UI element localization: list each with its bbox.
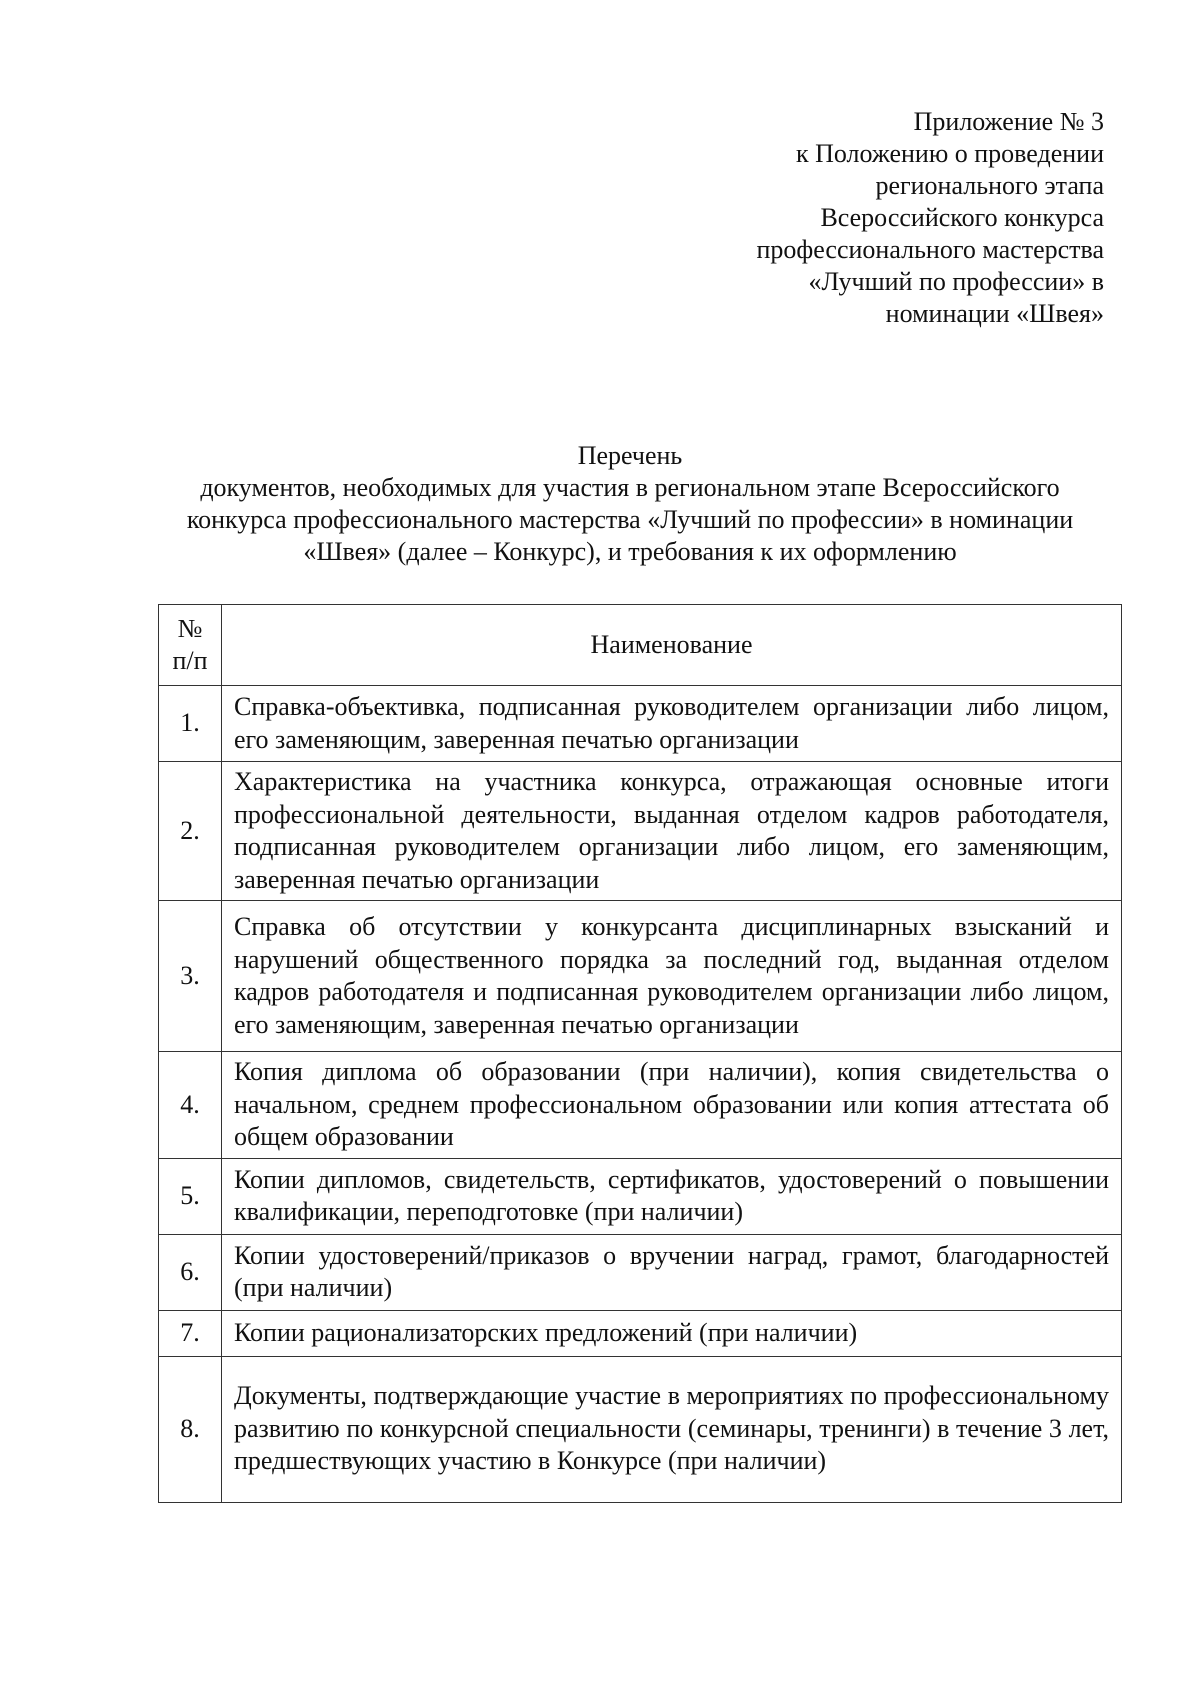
document-title [120, 440, 1140, 568]
row-text: Копии дипломов, свидетельств, сертификатов, удостоверений о повышении квалификации, переподготовке (при наличии) [222, 1158, 1122, 1234]
row-text: Копии рационализаторских предложений (при наличии) [222, 1310, 1122, 1356]
row-number: 5. [159, 1158, 222, 1234]
row-number: 3. [159, 901, 222, 1052]
appendix-line: профессионального мастерства [756, 235, 1104, 264]
table-row [159, 1310, 1122, 1356]
table-row [159, 1234, 1122, 1310]
row-number: 1. [159, 686, 222, 762]
title-line: конкурса профессионального мастерства «Лучший по профессии» в номинации [186, 505, 1074, 534]
table-header-row [159, 605, 1122, 686]
header-name: Наименование [222, 605, 1122, 686]
table-row [159, 901, 1122, 1052]
table-row [159, 762, 1122, 901]
row-number: 2. [159, 762, 222, 901]
appendix-line: регионального этапа [875, 171, 1104, 200]
header-number [159, 605, 222, 686]
appendix-line: к Положению о проведении [795, 139, 1104, 168]
row-number: 6. [159, 1234, 222, 1310]
table-row [159, 1356, 1122, 1502]
title-line: Перечень [577, 441, 683, 470]
header-number-symbol: № [177, 614, 203, 643]
appendix-line: Всероссийского конкурса [820, 203, 1104, 232]
appendix-line: номинации «Швея» [885, 299, 1104, 328]
header-number-pp: п/п [172, 646, 208, 675]
row-number: 8. [159, 1356, 222, 1502]
title-line: «Швея» (далее – Конкурс), и требования к их оформлению [303, 537, 957, 566]
row-text: Справка-объективка, подписанная руководителем организации либо лицом, его заменяющим, заверенная печатью организации [222, 686, 1122, 762]
table-row [159, 1052, 1122, 1159]
row-text: Копия диплома об образовании (при наличии), копия свидетельства о начальном, среднем профессиональном образовании или копия аттестата об общем образовании [222, 1052, 1122, 1159]
row-text: Документы, подтверждающие участие в мероприятиях по профессиональному развитию по конкурсной специальности (семинары, тренинги) в течение 3 лет, предшествующих участию в Конкурсе (при наличии) [222, 1356, 1122, 1502]
appendix-line: «Лучший по профессии» в [808, 267, 1104, 296]
title-line: документов, необходимых для участия в региональном этапе Всероссийского [200, 473, 1060, 502]
row-number: 4. [159, 1052, 222, 1159]
table-row [159, 1158, 1122, 1234]
appendix-block [584, 106, 1104, 330]
appendix-line: Приложение № 3 [913, 107, 1104, 136]
row-text: Копии удостоверений/приказов о вручении наград, грамот, благодарностей (при наличии) [222, 1234, 1122, 1310]
row-text: Справка об отсутствии у конкурсанта дисциплинарных взысканий и нарушений общественного порядка за последний год, выданная отделом кадров работодателя и подписанная руководителем организации либо лицом, его заменяющим, заверенная печатью организации [222, 901, 1122, 1052]
row-text: Характеристика на участника конкурса, отражающая основные итоги профессиональной деятельности, выданная отделом кадров работодателя, подписанная руководителем организации либо лицом, его заменяющим, заверенная печатью организации [222, 762, 1122, 901]
row-number: 7. [159, 1310, 222, 1356]
table-row [159, 686, 1122, 762]
documents-table [158, 604, 1122, 1503]
